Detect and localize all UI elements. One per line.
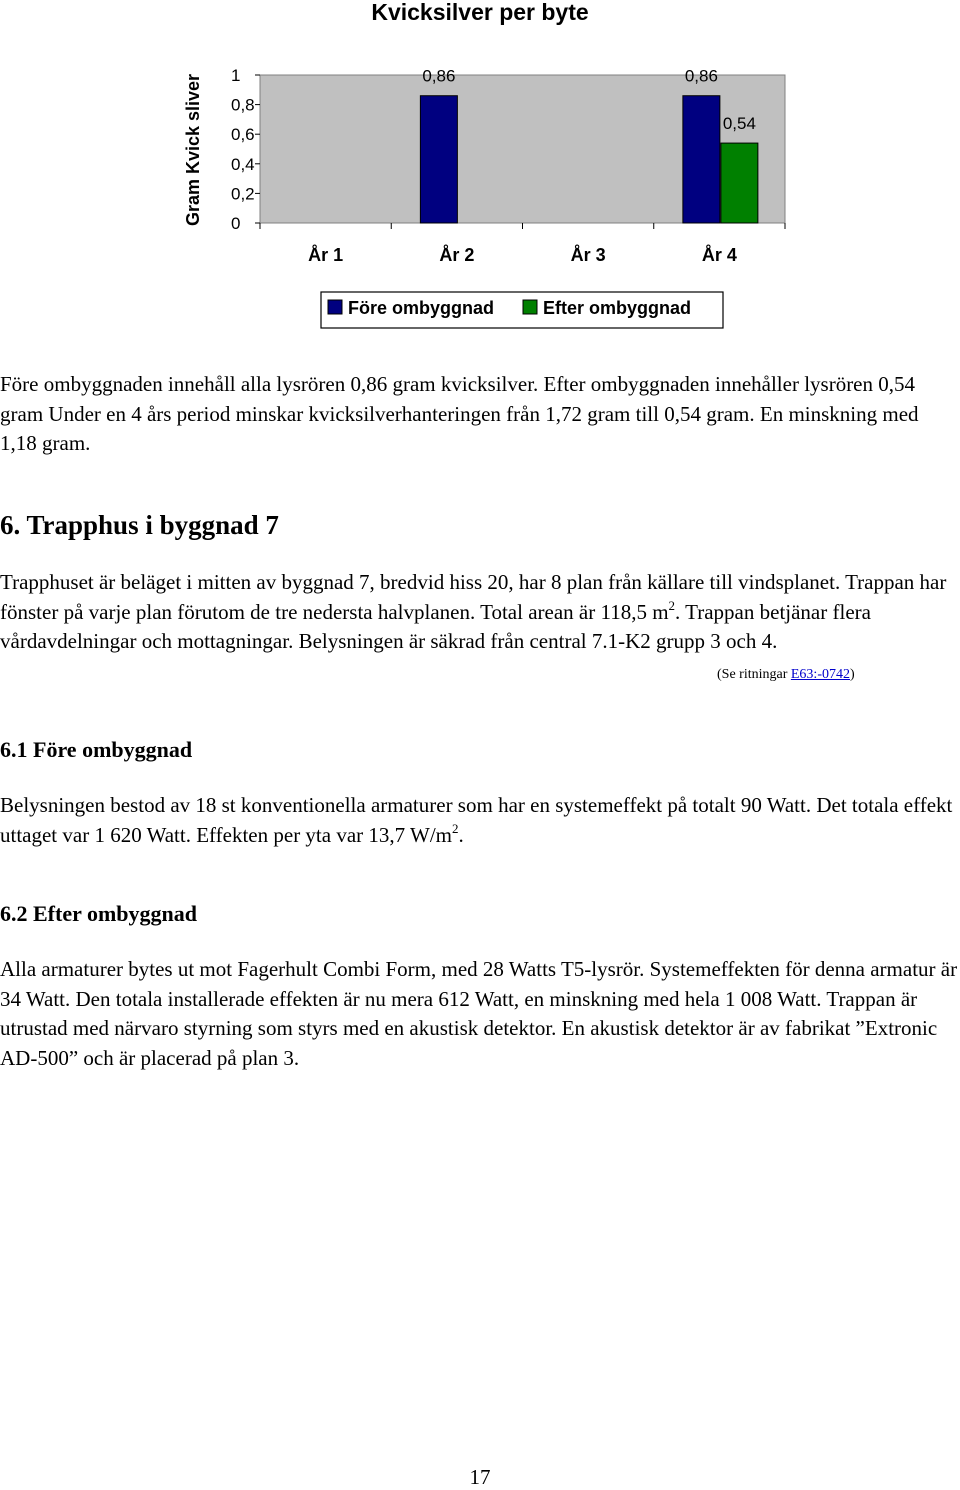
y-tick-label: 0,2: [231, 184, 255, 204]
data-label: 0,86: [684, 66, 718, 86]
page-number: 17: [469, 1465, 491, 1489]
y-tick-label: 0,8: [231, 95, 255, 115]
legend-label-efter: Efter ombyggnad: [543, 298, 692, 318]
mercury-chart: [0, 0, 960, 340]
fore-sup: 2: [452, 820, 459, 836]
paragraph-trapphus: [0, 568, 960, 657]
ref-link[interactable]: E63:-0742: [790, 667, 850, 682]
legend-swatch-efter: [523, 300, 537, 314]
bar: [721, 143, 758, 223]
data-label: 0,86: [422, 66, 456, 86]
y-axis-label: Gram Kvick sliver: [183, 73, 203, 227]
paragraph-fore: [0, 791, 960, 850]
ref-suffix: ): [849, 667, 855, 682]
legend-label-fore: Före ombyggnad: [348, 298, 495, 318]
legend-swatch-fore: [328, 300, 342, 314]
y-tick-label: 0: [231, 214, 241, 233]
paragraph-mercury-summary: Före ombyggnaden innehåll alla lysrören 0,86 gram kvicksilver. Efter ombyggnaden innehåller lysrören 0,54 gram Under en 4 års period minskar kvicksilverhanteringen från 1,72 gram till 0,54 gram. En minskning med 1,18 gram.: [0, 372, 919, 455]
legend: [321, 292, 723, 328]
x-tick-label: År 4: [701, 245, 737, 265]
section-heading-6-2: 6.2 Efter ombyggnad: [0, 901, 197, 926]
chart-title: Kvicksilver per byte: [371, 0, 589, 25]
y-tick-label: 0,6: [231, 125, 255, 145]
trapphus-text-a: Trapphuset är beläget i mitten av byggnad 7, bredvid hiss 20, har 8 plan från källare till vindsplanet. Trappan har fönster på varje plan förutom de tre nedersta halvplanen. Total arean är 118,5 m: [0, 570, 947, 624]
trapphus-text-b: . Trappan betjänar flera vårdavdelningar och mottagningar. Belysningen är säkrad från central 7.1-K2 grupp 3 och 4.: [0, 599, 871, 653]
x-tick-label: År 1: [308, 245, 344, 265]
drawing-reference: [717, 667, 855, 683]
x-tick-label: År 2: [439, 245, 475, 265]
bar: [683, 96, 720, 223]
ref-prefix: (Se ritningar: [717, 667, 791, 682]
section-heading-6-1: 6.1 Före ombyggnad: [0, 737, 193, 762]
x-tick-label: År 3: [570, 245, 606, 265]
y-tick-label: 0,4: [231, 154, 255, 174]
section-heading-6: 6. Trapphus i byggnad 7: [0, 510, 279, 540]
y-tick-label: 1: [231, 66, 241, 85]
trapphus-sup: 2: [668, 597, 676, 613]
paragraph-efter: Alla armaturer bytes ut mot Fagerhult Combi Form, med 28 Watts T5-lysrör. Systemeffekten för denna armatur är 34 Watt. Den totala installerade effekten är nu mera 612 Watt, en minskning med hela 1 008 Watt. Trappan är utrustad med närvaro styrning som styrs med en akustisk detektor. En akustisk detektor är av fabrikat ”Extronic AD-500” och är placerad på plan 3.: [0, 957, 958, 1070]
bar: [420, 96, 457, 223]
fore-text-a: Belysningen bestod av 18 st konventionella armaturer som har en systemeffekt på totalt 90 Watt. Det totala effekt uttaget var 1 620 Watt. Effekten per yta var 13,7 W/m: [0, 793, 953, 847]
data-label: 0,54: [722, 114, 756, 134]
fore-text-b: .: [458, 822, 464, 847]
